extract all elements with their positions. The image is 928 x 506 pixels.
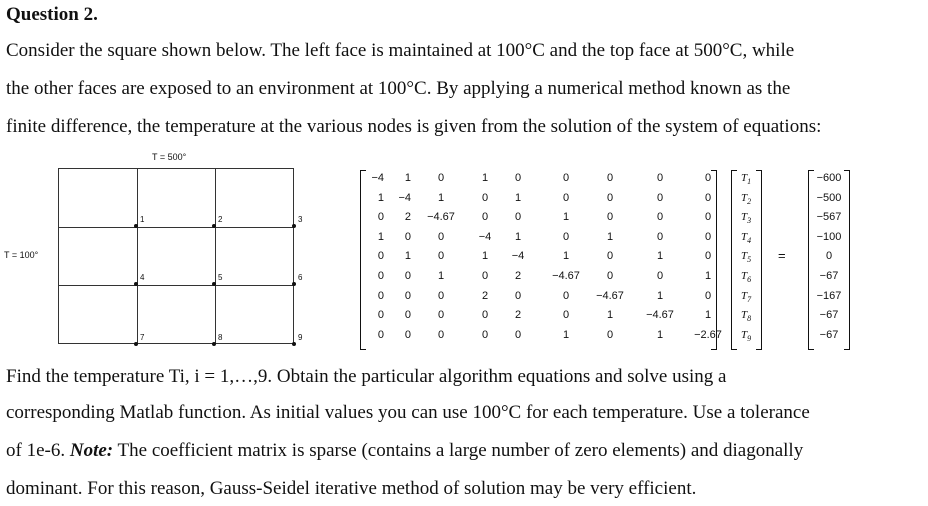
matrix-cell: 2 (514, 309, 522, 322)
matrix-cell: 1 (404, 250, 411, 263)
rhs-cell: 0 (825, 250, 833, 263)
matrix-cell: 1 (437, 270, 445, 282)
matrix-cell: 0 (404, 270, 411, 282)
equals-sign: = (778, 248, 786, 264)
matrix-cell: 0 (606, 328, 614, 341)
rhs-cell: −167 (816, 289, 842, 302)
matrix-cell: 2 (514, 270, 522, 282)
matrix-cell: 1 (704, 270, 712, 282)
matrix-cell: 0 (704, 250, 712, 263)
square-grid-figure (0, 146, 330, 356)
matrix-cell: 0 (606, 211, 614, 224)
matrix-cell: 1 (656, 250, 664, 263)
matrix-cell: 0 (437, 309, 445, 322)
matrix-cell: 0 (514, 289, 522, 302)
rhs-cell: −600 (816, 172, 842, 184)
problem-text-line-2: the other faces are exposed to an environment at 100°C. By applying a numerical method known as the (6, 78, 791, 99)
matrix-cell: 0 (481, 270, 489, 282)
note-label: Note: (69, 440, 114, 461)
matrix-cell: 1 (606, 309, 614, 322)
matrix-cell: 1 (562, 250, 570, 263)
problem-text-line-1: Consider the square shown below. The left face is maintained at 100°C and the top face at 500°C, while (6, 40, 795, 61)
matrix-cell: 1 (377, 191, 384, 204)
matrix-cell: −4 (511, 250, 525, 263)
matrix-cell: 0 (481, 309, 489, 322)
grid-node-1 (134, 224, 138, 228)
matrix-cell: 0 (562, 289, 570, 302)
matrix-cell: −4.67 (552, 270, 580, 282)
unknown-cell: $T_7$ (740, 289, 752, 304)
matrix-cell: −4.67 (596, 289, 624, 302)
unknown-cell: $T_1$ (740, 172, 752, 187)
note-text: The coefficient matrix is sparse (contains a large number of zero elements) and diagonally (117, 440, 804, 461)
grid-node-label-4: 4 (140, 273, 145, 282)
matrix-cell: 1 (656, 328, 664, 341)
matrix-cell: 0 (404, 289, 411, 302)
matrix-cell: −4.67 (646, 309, 674, 322)
followup-text-line-1: Find the temperature Ti, i = 1,…,9. Obtain the particular algorithm equations and solve using a (6, 366, 727, 387)
matrix-cell: 1 (481, 250, 489, 263)
rhs-cell: −67 (819, 309, 839, 322)
matrix-cell: 0 (377, 250, 384, 263)
matrix-cell: 0 (656, 270, 664, 282)
matrix-cell: 0 (514, 172, 522, 184)
unknown-cell: $T_4$ (740, 230, 752, 245)
grid-node-label-8: 8 (218, 333, 223, 342)
matrix-cell: 1 (562, 328, 570, 341)
matrix-cell: 0 (562, 230, 570, 243)
grid-node-label-6: 6 (298, 273, 303, 282)
grid-node-label-2: 2 (218, 215, 223, 224)
matrix-cell: 1 (606, 230, 614, 243)
grid-node-label-9: 9 (298, 333, 303, 342)
matrix-cell: 1 (404, 172, 411, 184)
grid-square (58, 168, 294, 344)
unknown-cell: $T_3$ (740, 211, 752, 226)
followup-text-line-4: dominant. For this reason, Gauss-Seidel iterative method of solution may be very efficient. (6, 478, 697, 499)
matrix-cell: 0 (704, 211, 712, 224)
matrix-cell: 0 (606, 191, 614, 204)
matrix-cell: 0 (656, 230, 664, 243)
unknown-cell: $T_9$ (740, 328, 752, 343)
matrix-cell: 0 (562, 191, 570, 204)
unknown-cell: $T_8$ (740, 309, 752, 324)
matrix-cell: 0 (704, 172, 712, 184)
matrix-cell: 0 (437, 328, 445, 341)
matrix-cell: 0 (377, 328, 384, 341)
matrix-cell: 2 (404, 211, 411, 224)
matrix-cell: 1 (377, 230, 384, 243)
matrix-cell: 0 (377, 309, 384, 322)
matrix-cell: 0 (481, 191, 489, 204)
matrix-cell: 1 (514, 230, 522, 243)
matrix-cell: 0 (437, 289, 445, 302)
grid-node-label-7: 7 (140, 333, 145, 342)
matrix-cell: 0 (606, 270, 614, 282)
matrix-cell: 0 (514, 211, 522, 224)
matrix-cell: 0 (437, 230, 445, 243)
grid-node-8 (212, 342, 216, 346)
matrix-cell: 0 (404, 309, 411, 322)
followup-text-line-3 (6, 440, 803, 462)
grid-node-label-1: 1 (140, 215, 145, 224)
matrix-cell: 0 (437, 172, 445, 184)
grid-node-5 (212, 282, 216, 286)
matrix-cell: 0 (377, 211, 384, 224)
matrix-cell: −2.67 (694, 328, 722, 341)
matrix-cell: 0 (562, 172, 570, 184)
matrix-cell: 0 (656, 211, 664, 224)
rhs-cell: −567 (816, 211, 842, 224)
top-face-temperature-label: T = 500° (152, 152, 187, 162)
matrix-cell: 0 (704, 289, 712, 302)
unknown-cell: $T_6$ (740, 270, 752, 285)
grid-node-label-3: 3 (298, 215, 303, 224)
grid-node-7 (134, 342, 138, 346)
matrix-cell: 1 (514, 191, 522, 204)
problem-text-line-3: finite difference, the temperature at the various nodes is given from the solution of the system of equations: (6, 116, 822, 137)
followup-text-line-2: corresponding Matlab function. As initial values you can use 100°C for each temperature. Use a tolerance (6, 402, 810, 423)
matrix-cell: 1 (437, 191, 445, 204)
matrix-cell: −4 (398, 191, 411, 204)
rhs-cell: −67 (819, 270, 839, 282)
matrix-cell: 1 (562, 211, 570, 224)
matrix-cell: 2 (481, 289, 489, 302)
grid-node-label-5: 5 (218, 273, 223, 282)
matrix-cell: 0 (481, 211, 489, 224)
matrix-cell: 0 (704, 191, 712, 204)
grid-node-3 (292, 224, 296, 228)
matrix-cell: 0 (656, 172, 664, 184)
matrix-cell: 0 (656, 191, 664, 204)
matrix-cell: 0 (606, 250, 614, 263)
matrix-cell: 1 (656, 289, 664, 302)
matrix-cell: 0 (377, 289, 384, 302)
question-title: Question 2. (6, 4, 98, 25)
matrix-cell: 0 (481, 328, 489, 341)
matrix-cell: 0 (404, 328, 411, 341)
matrix-cell: 1 (481, 172, 489, 184)
matrix-cell: 0 (704, 230, 712, 243)
grid-node-2 (212, 224, 216, 228)
grid-node-6 (292, 282, 296, 286)
grid-node-9 (292, 342, 296, 346)
matrix-cell: 1 (704, 309, 712, 322)
rhs-cell: −500 (816, 191, 842, 204)
matrix-cell: −4 (371, 172, 384, 184)
matrix-cell: −4.67 (427, 211, 455, 224)
matrix-cell: 0 (404, 230, 411, 243)
matrix-cell: 0 (377, 270, 384, 282)
unknown-cell: $T_2$ (740, 191, 752, 206)
matrix-cell: 0 (562, 309, 570, 322)
rhs-cell: −67 (819, 328, 839, 341)
rhs-cell: −100 (816, 230, 842, 243)
unknown-cell: $T_5$ (740, 250, 752, 265)
left-face-temperature-label: T = 100° (4, 250, 39, 260)
grid-node-4 (134, 282, 138, 286)
matrix-cell: 0 (606, 172, 614, 184)
matrix-cell: 0 (437, 250, 445, 263)
matrix-cell: 0 (514, 328, 522, 341)
tolerance-text: of 1e-6. (6, 440, 66, 461)
matrix-cell: −4 (478, 230, 492, 243)
